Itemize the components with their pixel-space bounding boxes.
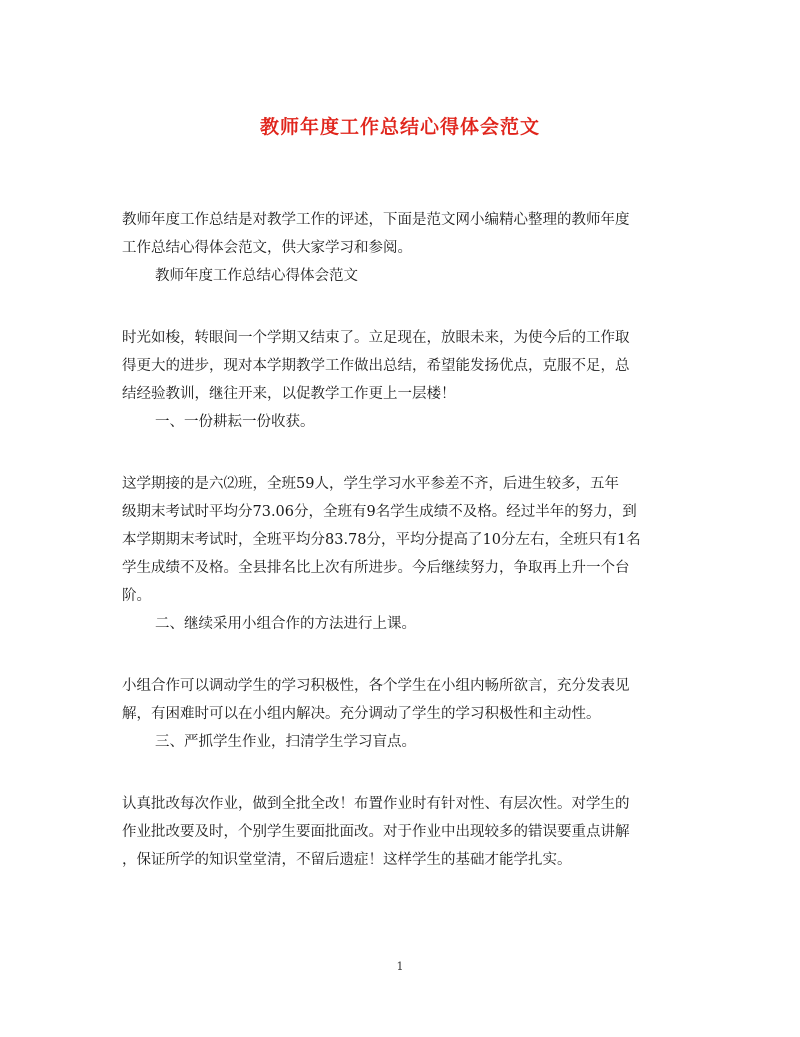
paragraph-line: 小组合作可以调动学生的学习积极性，各个学生在小组内畅所欲言，充分发表见	[122, 678, 630, 694]
paragraph-gap	[122, 290, 678, 324]
section-heading-2: 二、继续采用小组合作的方法进行上课。	[155, 616, 416, 632]
document-title: 教师年度工作总结心得体会范文	[259, 116, 540, 138]
paragraph-gap	[122, 756, 678, 790]
paragraph-line: 时光如梭，转眼间一个学期又结束了。立足现在，放眼未来，为使今后的工作取	[122, 330, 630, 346]
intro-line: 教师年度工作总结是对教学工作的评述，下面是范文网小编精心整理的教师年度	[122, 212, 630, 228]
paragraph-line: 认真批改每次作业，做到全批全改！布置作业时有针对性、有层次性。对学生的	[122, 796, 630, 812]
paragraph-line: 级期末考试时平均分73.06分，全班有9名学生成绩不及格。经过半年的努力，到	[122, 504, 637, 520]
paragraph-group-work	[122, 672, 678, 728]
paragraph-line: 本学期期末考试时，全班平均分83.78分，平均分提高了10分左右，全班只有1名	[122, 532, 641, 548]
paragraph-line: ，保证所学的知识堂堂清，不留后遗症！这样学生的基础才能学扎实。	[122, 852, 572, 868]
section-heading-3: 三、严抓学生作业，扫清学生学习盲点。	[155, 734, 416, 750]
paragraph-results	[122, 470, 678, 610]
paragraph-line: 这学期接的是六⑵班，全班59人，学生学习水平参差不齐，后进生较多，五年	[122, 476, 619, 492]
section-heading-1: 一、一份耕耘一份收获。	[155, 414, 315, 430]
subtitle: 教师年度工作总结心得体会范文	[155, 268, 358, 284]
document-body	[122, 206, 678, 874]
paragraph-line: 阶。	[122, 588, 151, 604]
paragraph-line: 学生成绩不及格。全县排名比上次有所进步。今后继续努力，争取再上升一个台	[122, 560, 630, 576]
paragraph-homework	[122, 790, 678, 874]
page-number: 1	[396, 960, 404, 973]
paragraph-line: 结经验教训，继往开来，以促教学工作更上一层楼！	[122, 386, 456, 402]
intro-paragraph	[122, 206, 678, 262]
paragraph-opening	[122, 324, 678, 408]
paragraph-line: 解，有困难时可以在小组内解决。充分调动了学生的学习积极性和主动性。	[122, 706, 601, 722]
paragraph-gap	[122, 436, 678, 470]
paragraph-line: 得更大的进步，现对本学期教学工作做出总结，希望能发扬优点，克服不足，总	[122, 358, 630, 374]
intro-line: 工作总结心得体会范文，供大家学习和参阅。	[122, 240, 412, 256]
paragraph-line: 作业批改要及时，个别学生要面批面改。对于作业中出现较多的错误要重点讲解	[122, 824, 630, 840]
paragraph-gap	[122, 638, 678, 672]
